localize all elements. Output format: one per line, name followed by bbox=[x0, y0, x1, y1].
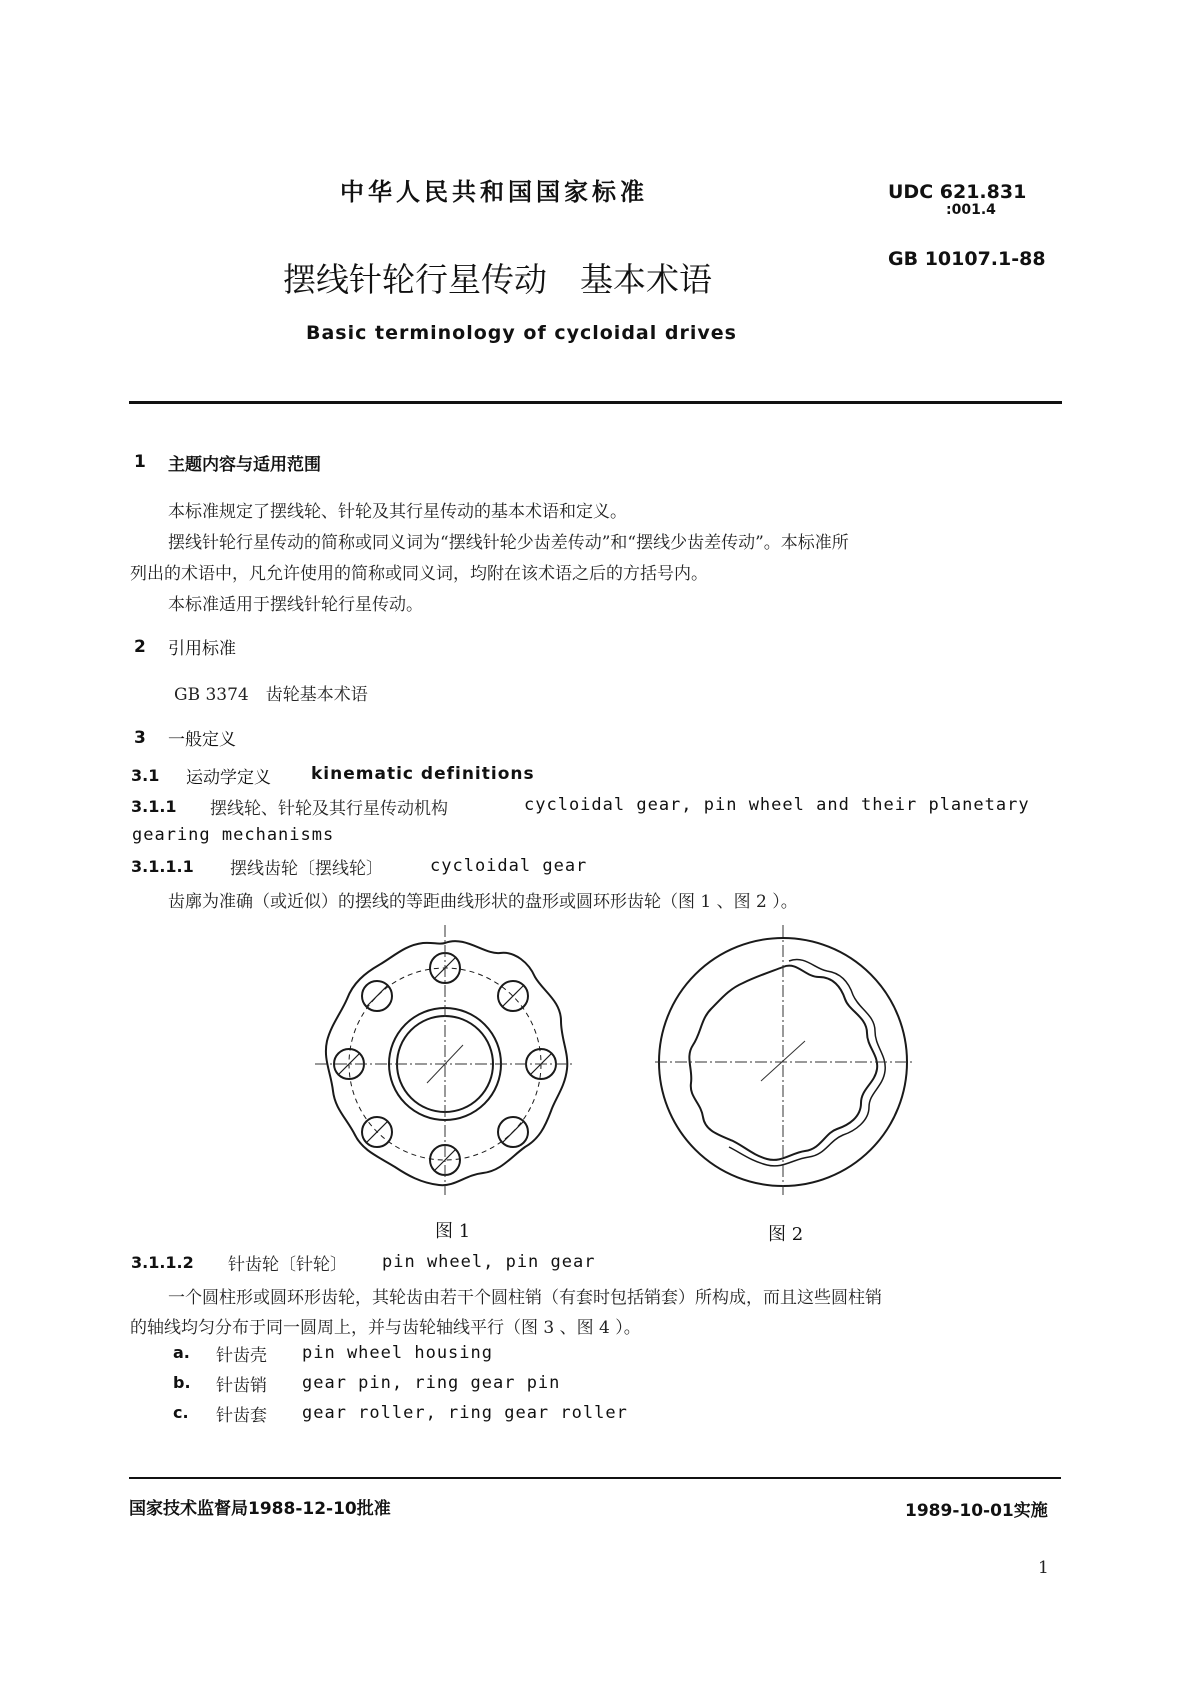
cycloid-outline bbox=[326, 941, 567, 1185]
title-english: Basic terminology of cycloidal drives bbox=[306, 322, 737, 344]
section-3-1-1-2-number: 3.1.1.2 bbox=[131, 1253, 194, 1272]
title-chinese: 摆线针轮行星传动 基本术语 bbox=[283, 260, 712, 299]
effective-date: 1989-10-01实施 bbox=[905, 1501, 1048, 1521]
list-item-cn: 针齿销 bbox=[216, 1376, 267, 1396]
section-1-number: 1 bbox=[134, 452, 146, 472]
section-2-reference: GB 3374 齿轮基本术语 bbox=[174, 685, 368, 705]
list-item-en: pin wheel housing bbox=[302, 1343, 493, 1363]
section-1-para-1: 本标准规定了摆线轮、针轮及其行星传动的基本术语和定义。 bbox=[168, 502, 627, 522]
section-3-1-1-1-en: cycloidal gear bbox=[430, 856, 588, 876]
approval-date: 国家技术监督局1988-12-10批准 bbox=[129, 1499, 391, 1519]
section-3-1-1-2-definition-b: 的轴线均匀分布于同一圆周上，并与齿轮轴线平行（图 3 、图 4 ）。 bbox=[130, 1318, 641, 1338]
header-rule bbox=[129, 401, 1062, 404]
list-item-cn: 针齿壳 bbox=[216, 1346, 267, 1366]
section-1-para-2a: 摆线针轮行星传动的简称或同义词为“摆线针轮少齿差传动”和“摆线少齿差传动”。本标准所 bbox=[168, 533, 849, 553]
section-2-heading: 引用标准 bbox=[168, 639, 236, 659]
section-3-1-1-en-a: cycloidal gear, pin wheel and their planetary bbox=[524, 795, 1030, 815]
section-1-para-2b: 列出的术语中，凡允许使用的简称或同义词，均附在该术语之后的方括号内。 bbox=[130, 564, 708, 584]
section-3-1-1-en-b: gearing mechanisms bbox=[132, 825, 335, 845]
list-item-cn: 针齿套 bbox=[216, 1406, 267, 1426]
section-3-heading: 一般定义 bbox=[168, 730, 236, 750]
section-3-1-1-2-en: pin wheel, pin gear bbox=[382, 1252, 596, 1272]
gb-number: GB 10107.1-88 bbox=[888, 248, 1046, 270]
section-3-1-1-2-cn: 针齿轮〔针轮〕 bbox=[228, 1255, 347, 1275]
figure-1-cycloidal-gear bbox=[315, 925, 575, 1195]
section-2-number: 2 bbox=[134, 637, 146, 657]
figure-2-caption: 图 2 bbox=[768, 1224, 804, 1245]
section-3-number: 3 bbox=[134, 728, 146, 748]
section-1-heading: 主题内容与适用范围 bbox=[168, 455, 321, 475]
list-item-label: b. bbox=[173, 1373, 191, 1392]
section-3-1-1-cn: 摆线轮、针轮及其行星传动机构 bbox=[210, 799, 448, 819]
section-3-1-1-number: 3.1.1 bbox=[131, 797, 177, 816]
section-3-1-heading-cn: 运动学定义 bbox=[186, 768, 271, 788]
section-3-1-1-1-cn: 摆线齿轮〔摆线轮〕 bbox=[230, 859, 383, 879]
list-item-en: gear roller, ring gear roller bbox=[302, 1403, 628, 1423]
footer-rule bbox=[129, 1477, 1061, 1479]
section-3-1-1-2-definition-a: 一个圆柱形或圆环形齿轮，其轮齿由若干个圆柱销（有套时包括销套）所构成，而且这些圆柱销 bbox=[168, 1288, 882, 1308]
list-item-label: c. bbox=[173, 1403, 189, 1422]
issuing-org: 中华人民共和国国家标准 bbox=[340, 178, 648, 206]
udc-subcode: :001.4 bbox=[946, 202, 996, 218]
page-number: 1 bbox=[1038, 1558, 1049, 1578]
section-3-1-number: 3.1 bbox=[131, 766, 160, 785]
figure-1-caption: 图 1 bbox=[435, 1221, 471, 1242]
udc-code: UDC 621.831 bbox=[888, 181, 1027, 203]
figure-2-ring-gear bbox=[655, 925, 915, 1195]
section-3-1-heading-en: kinematic definitions bbox=[311, 764, 535, 784]
section-1-para-3: 本标准适用于摆线针轮行星传动。 bbox=[168, 595, 423, 615]
section-3-1-1-1-number: 3.1.1.1 bbox=[131, 857, 194, 876]
section-3-1-1-1-definition: 齿廓为准确（或近似）的摆线的等距曲线形状的盘形或圆环形齿轮（图 1 、图 2 ）。 bbox=[168, 892, 798, 912]
list-item-en: gear pin, ring gear pin bbox=[302, 1373, 561, 1393]
list-item-label: a. bbox=[173, 1343, 190, 1362]
